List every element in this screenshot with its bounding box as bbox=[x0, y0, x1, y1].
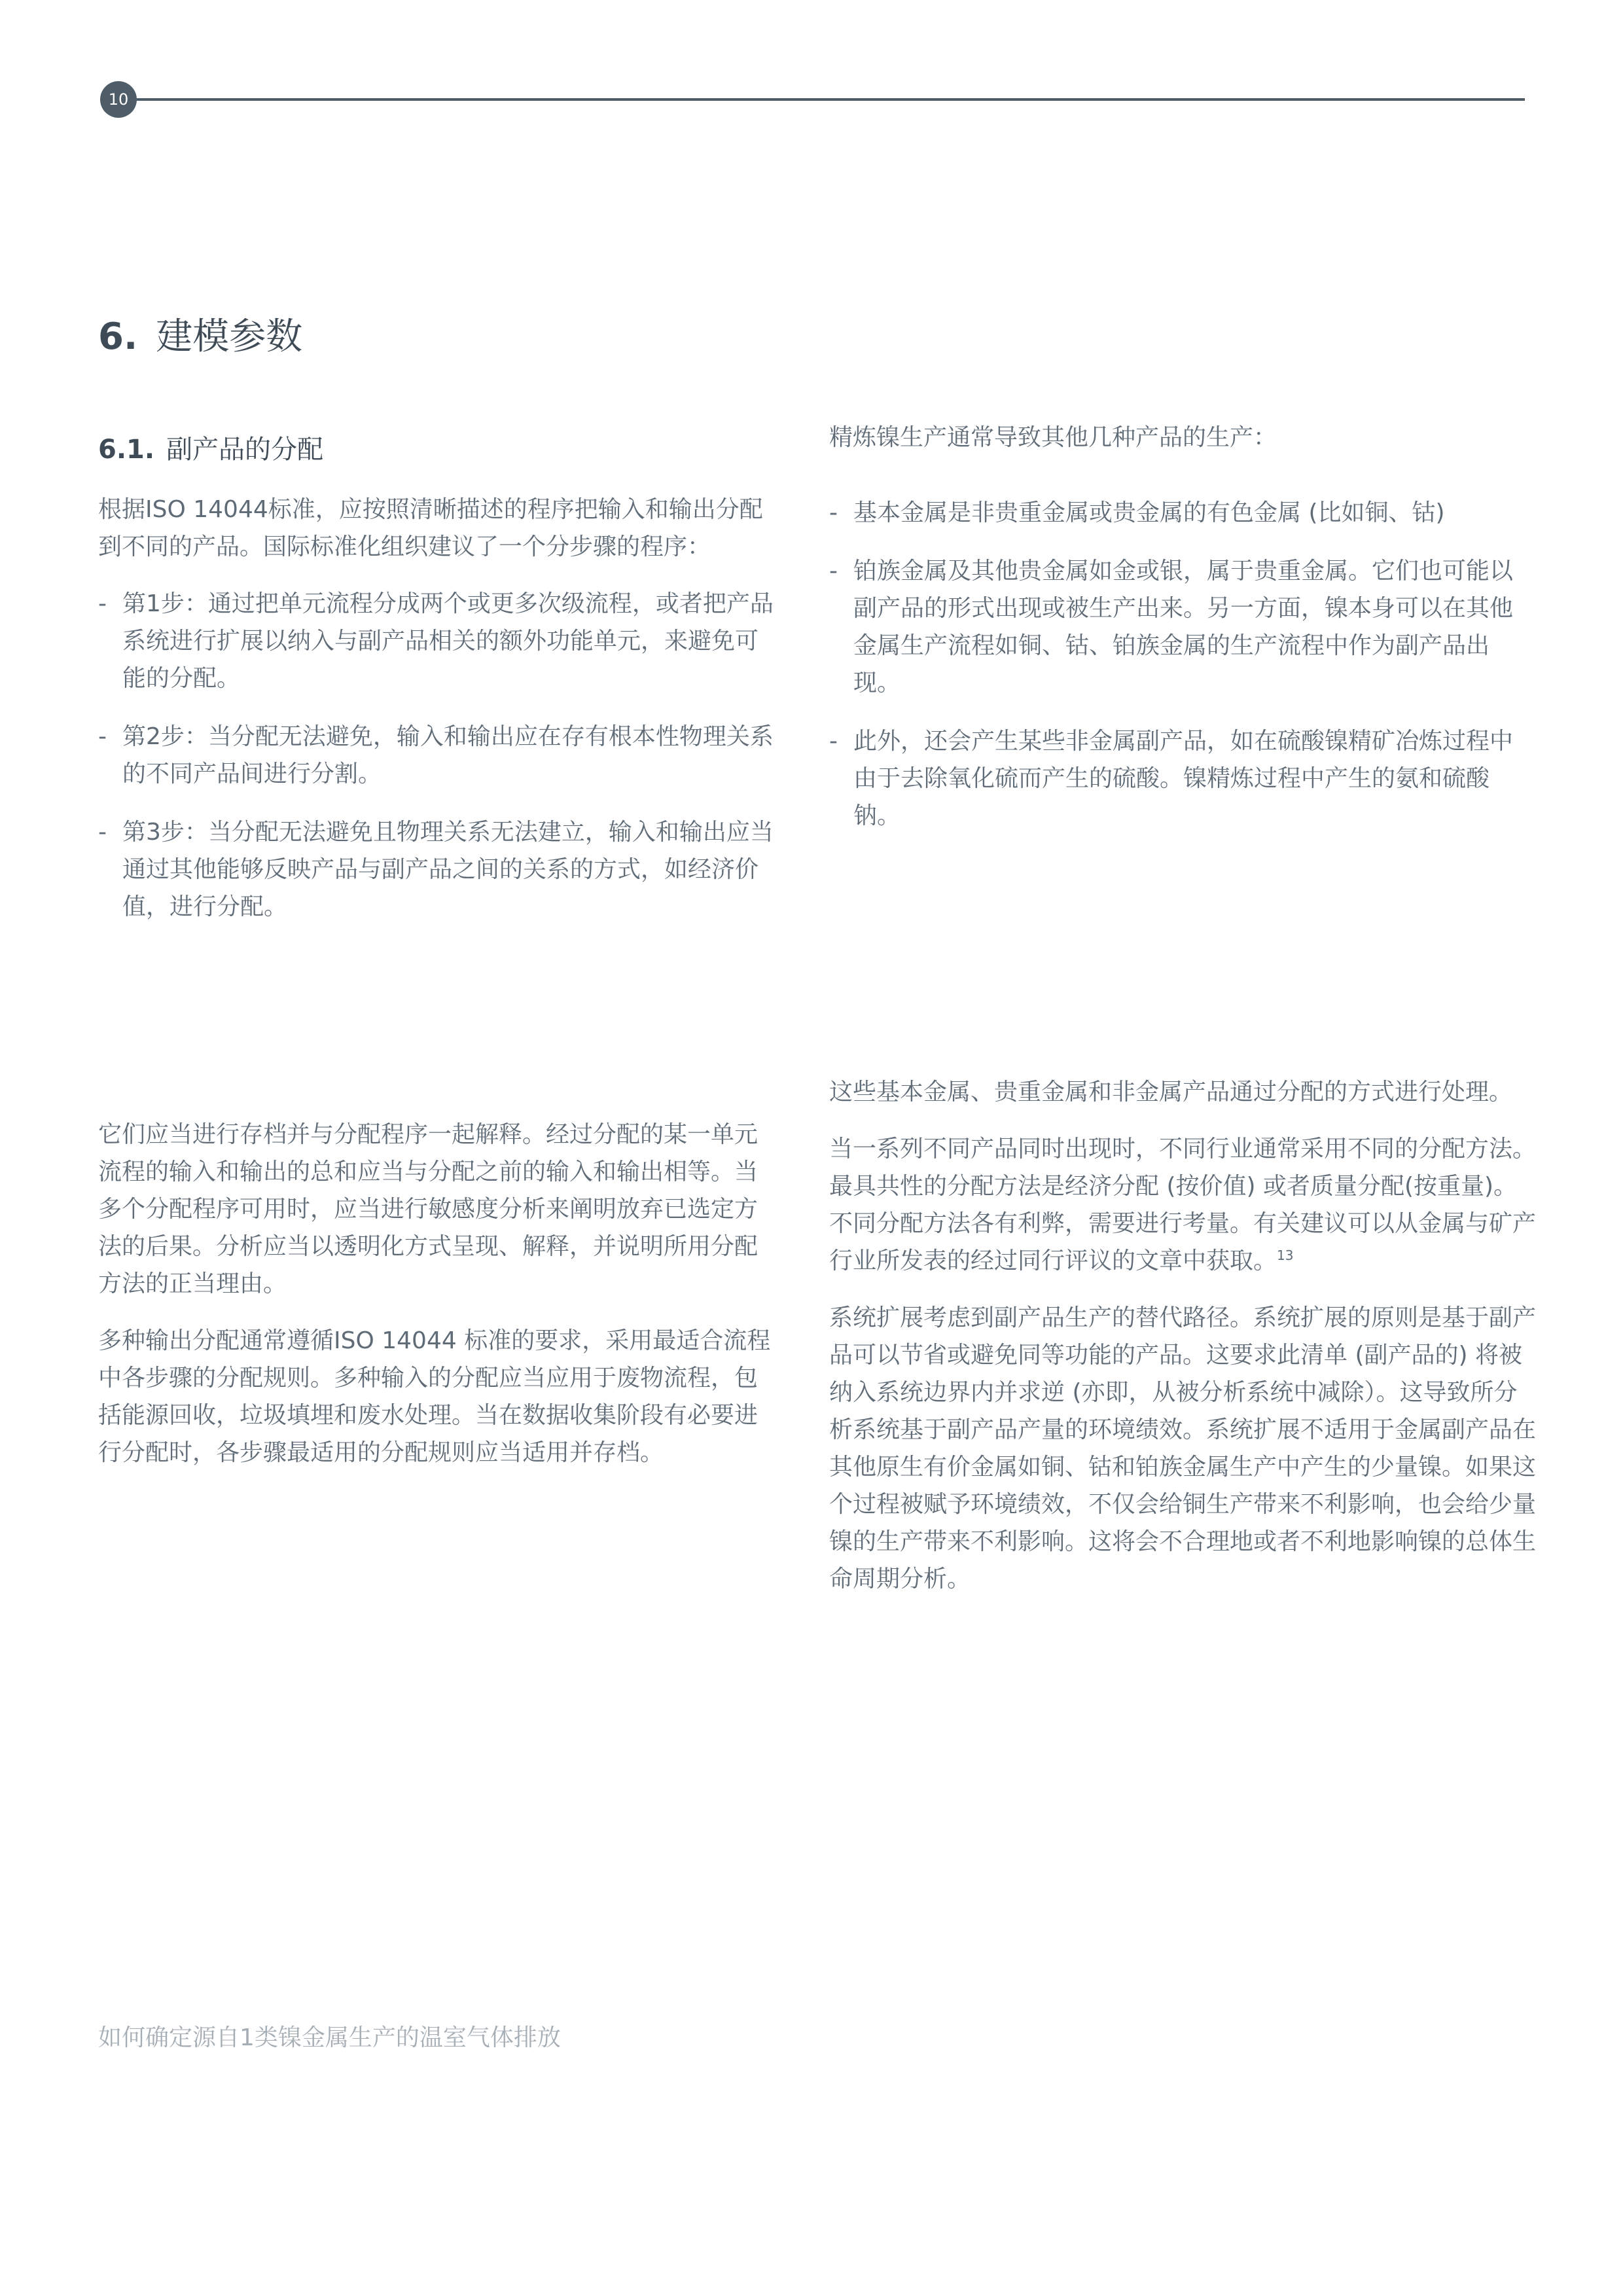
body-paragraph: 多种输出分配通常遵循ISO 14044 标准的要求，采用最适合流程中各步骤的分配规则。多种输入的分配应当应用于废物流程，包括能源回收，垃圾填埋和废水处理。当在数据收集阶段有必要进行分配时，各步骤最适用的分配规则应当适用并存档。 bbox=[98, 1327, 771, 1466]
coproducts-list bbox=[829, 494, 1536, 834]
footer-title: 如何确定源自1类镍金属生产的温室气体排放 bbox=[98, 2024, 561, 2051]
subsection-number: 6.1. bbox=[98, 435, 155, 465]
nickel-coproducts-block bbox=[829, 419, 1536, 855]
allocation-methods-text: 当一系列不同产品同时出现时，不同行业通常采用不同的分配方法。最具共性的分配方法是经济分配 (按价值) 或者质量分配(按重量)。不同分配方法各有利弊，需要进行考量。有关建议可以从金属与矿产行业所发表的经过同行评议的文章中获取。 bbox=[829, 1136, 1537, 1274]
coproduct-item: - 基本金属是非贵重金属或贵金属的有色金属 (比如铜、钴) bbox=[829, 494, 1536, 531]
footnote-ref[interactable]: 13 bbox=[1277, 1247, 1294, 1263]
allocation-step: - 第3步：当分配无法避免且物理关系无法建立，输入和输出应当通过其他能够反映产品与副产品之间的关系的方式，如经济价值，进行分配。 bbox=[98, 814, 779, 925]
subsection-heading bbox=[98, 429, 323, 466]
body-paragraph bbox=[829, 1130, 1536, 1280]
body-paragraph: 这些基本金属、贵重金属和非金属产品通过分配的方式进行处理。 bbox=[829, 1079, 1513, 1105]
documentation-block bbox=[98, 1116, 779, 1491]
body-paragraph: 它们应当进行存档并与分配程序一起解释。经过分配的某一单元流程的输入和输出的总和应当与分配之前的输入和输出相等。当多个分配程序可用时，应当进行敏感度分析来阐明放弃已选定方法的后果。分析应当以透明化方式呈现、解释，并说明所用分配方法的正当理由。 bbox=[98, 1121, 758, 1297]
allocation-steps-list bbox=[98, 585, 779, 925]
allocation-methods-block bbox=[829, 1073, 1536, 1617]
subsection-title: 副产品的分配 bbox=[166, 435, 324, 465]
allocation-step: - 第2步：当分配无法避免，输入和输出应在存有根本性物理关系的不同产品间进行分割。 bbox=[98, 718, 779, 793]
body-paragraph: 系统扩展考虑到副产品生产的替代路径。系统扩展的原则是基于副产品可以节省或避免同等功能的产品。这要求此清单 (副产品的) 将被纳入系统边界内并求逆 (亦即，从被分析系统中减除）。这导致所分析系统基于副产品产量的环境绩效。系统扩展不适用于金属副产品在其他原生有价金属如铜、钴和铂族金属生产中产生的少量镍。如果这个过程被赋予环境绩效，不仅会给铜生产带来不利影响，也会给少量镍的生产带来不利影响。这将会不合理地或者不利地影响镍的总体生命周期分析。 bbox=[829, 1304, 1537, 1592]
coproduct-item: - 此外，还会产生某些非金属副产品，如在硫酸镍精矿冶炼过程中由于去除氧化硫而产生的硫酸。镍精炼过程中产生的氨和硫酸钠。 bbox=[829, 723, 1536, 834]
section-title: 建模参数 bbox=[156, 315, 303, 358]
allocation-step: - 第1步：通过把单元流程分成两个或更多次级流程，或者把产品系统进行扩展以纳入与副产品相关的额外功能单元，来避免可能的分配。 bbox=[98, 585, 779, 697]
page-number: 10 bbox=[108, 90, 129, 109]
section-number: 6. bbox=[98, 315, 138, 358]
section-heading bbox=[98, 308, 302, 360]
coproduct-item: - 铂族金属及其他贵金属如金或银，属于贵重金属。它们也可能以副产品的形式出现或被生产出来。另一方面，镍本身可以在其他金属生产流程如铜、钴、铂族金属的生产流程中作为副产品出现。 bbox=[829, 552, 1536, 702]
allocation-procedure-block bbox=[98, 491, 779, 946]
allocation-intro: 根据ISO 14044标准，应按照清晰描述的程序把输入和输出分配到不同的产品。国际标准化组织建议了一个分步骤的程序： bbox=[98, 496, 763, 560]
header-rule bbox=[131, 98, 1525, 101]
coproducts-intro: 精炼镍生产通常导致其他几种产品的生产： bbox=[829, 424, 1277, 451]
